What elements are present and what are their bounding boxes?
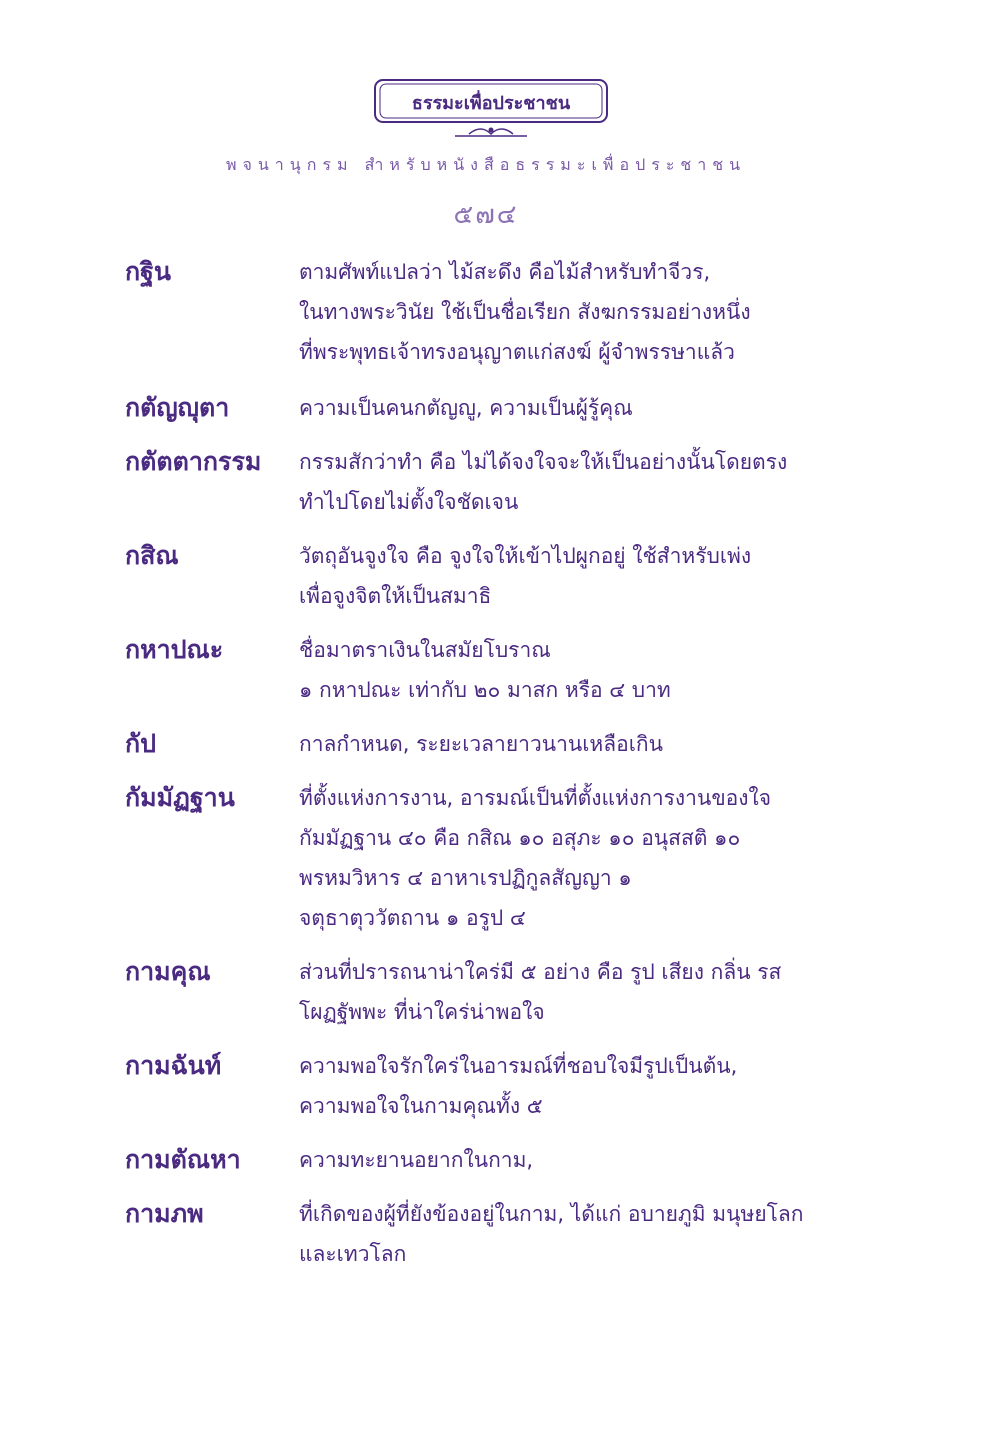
definition-line: ความพอใจรักใคร่ในอารมณ์ที่ชอบใจมีรูปเป็นต้น, bbox=[299, 1054, 738, 1078]
entry-definition bbox=[299, 630, 885, 710]
logo-text: ธรรมะเพื่อประชาชน bbox=[411, 93, 571, 114]
entry-term: กามฉันท์ bbox=[125, 1051, 222, 1080]
entry-kahapana bbox=[125, 630, 885, 710]
definition-line: โผฏฐัพพะ ที่น่าใคร่น่าพอใจ bbox=[299, 1000, 545, 1024]
definition-line: ความพอใจในกามคุณทั้ง ๕ bbox=[299, 1094, 543, 1118]
entry-kamakhun bbox=[125, 952, 885, 1032]
entry-term: กัป bbox=[125, 729, 157, 758]
entry-definition bbox=[299, 778, 885, 938]
entry-definition bbox=[299, 1046, 885, 1126]
entry-kap bbox=[125, 724, 885, 764]
entry-term: กสิณ bbox=[125, 541, 179, 570]
page-number: ๕๗๔ bbox=[453, 200, 519, 230]
definition-line: ตามศัพท์แปลว่า ไม้สะดึง คือไม้สำหรับทำจีวร, bbox=[299, 260, 711, 284]
definition-line: ที่พระพุทธเจ้าทรงอนุญาตแก่สงฆ์ ผู้จำพรรษาแล้ว bbox=[299, 340, 735, 364]
definition-line: จตุธาตุววัตถาน ๑ อรูป ๔ bbox=[299, 906, 526, 930]
definition-line: ทำไปโดยไม่ตั้งใจชัดเจน bbox=[299, 490, 519, 514]
entry-definition bbox=[299, 388, 885, 428]
entry-katattakam bbox=[125, 442, 885, 522]
entry-kammatthan bbox=[125, 778, 885, 938]
entry-definition bbox=[299, 536, 885, 616]
entry-kamatanha bbox=[125, 1140, 885, 1180]
entry-definition bbox=[299, 952, 885, 1032]
entry-kasin bbox=[125, 536, 885, 616]
definition-line: ความเป็นคนกตัญญู, ความเป็นผู้รู้คุณ bbox=[299, 396, 633, 420]
definition-line: ๑ กหาปณะ เท่ากับ ๒๐ มาสก หรือ ๔ บาท bbox=[299, 678, 671, 702]
definition-line: ที่เกิดของผู้ที่ยังข้องอยู่ในกาม, ได้แก่ อบายภูมิ มนุษยโลก bbox=[299, 1202, 804, 1226]
entry-katanyuta bbox=[125, 388, 885, 428]
entry-definition bbox=[299, 442, 885, 522]
entry-term: กตัญญุตา bbox=[125, 393, 230, 422]
entry-definition bbox=[299, 1194, 885, 1274]
definition-line: กัมมัฏฐาน ๔๐ คือ กสิณ ๑๐ อสุภะ ๑๐ อนุสสติ ๑๐ bbox=[299, 826, 741, 850]
definition-line: ชื่อมาตราเงินในสมัยโบราณ bbox=[299, 638, 551, 662]
entry-term: กามคุณ bbox=[125, 957, 211, 986]
definition-line: วัตถุอันจูงใจ คือ จูงใจให้เข้าไปผูกอยู่ ใช้สำหรับเพ่ง bbox=[299, 544, 752, 568]
dictionary-subtitle: พจนานุกรม สำหรับหนังสือธรรมะเพื่อประชาชน bbox=[225, 155, 747, 174]
entry-definition bbox=[299, 724, 885, 764]
entry-kamachan bbox=[125, 1046, 885, 1126]
entry-kamaphop bbox=[125, 1194, 885, 1274]
definition-line: ความทะยานอยากในกาม, bbox=[299, 1148, 534, 1172]
entry-term: กัมมัฏฐาน bbox=[125, 783, 235, 812]
entry-definition bbox=[299, 252, 885, 372]
definition-line: กรรมสักว่าทำ คือ ไม่ได้จงใจจะให้เป็นอย่างนั้นโดยตรง bbox=[299, 450, 788, 474]
entry-term: กตัตตากรรม bbox=[125, 447, 262, 476]
entry-kathin bbox=[125, 252, 885, 372]
definition-line: พรหมวิหาร ๔ อาหาเรปฏิกูลสัญญา ๑ bbox=[299, 866, 632, 890]
definition-line: กาลกำหนด, ระยะเวลายาวนานเหลือเกิน bbox=[299, 732, 663, 756]
definition-line: ที่ตั้งแห่งการงาน, อารมณ์เป็นที่ตั้งแห่งการงานของใจ bbox=[299, 786, 772, 810]
book-logo bbox=[373, 78, 609, 144]
definition-line: ในทางพระวินัย ใช้เป็นชื่อเรียก สังฆกรรมอย่างหนึ่ง bbox=[299, 300, 751, 324]
entry-definition bbox=[299, 1140, 885, 1180]
dictionary-entries bbox=[125, 252, 885, 1274]
entry-term: กามตัณหา bbox=[125, 1145, 241, 1174]
definition-line: และเทวโลก bbox=[299, 1242, 407, 1266]
definition-line: ส่วนที่ปรารถนาน่าใคร่มี ๕ อย่าง คือ รูป เสียง กลิ่น รส bbox=[299, 960, 782, 984]
entry-term: กฐิน bbox=[125, 257, 172, 286]
definition-line: เพื่อจูงจิตให้เป็นสมาธิ bbox=[299, 584, 492, 608]
entry-term: กามภพ bbox=[125, 1199, 204, 1228]
entry-term: กหาปณะ bbox=[125, 635, 224, 664]
